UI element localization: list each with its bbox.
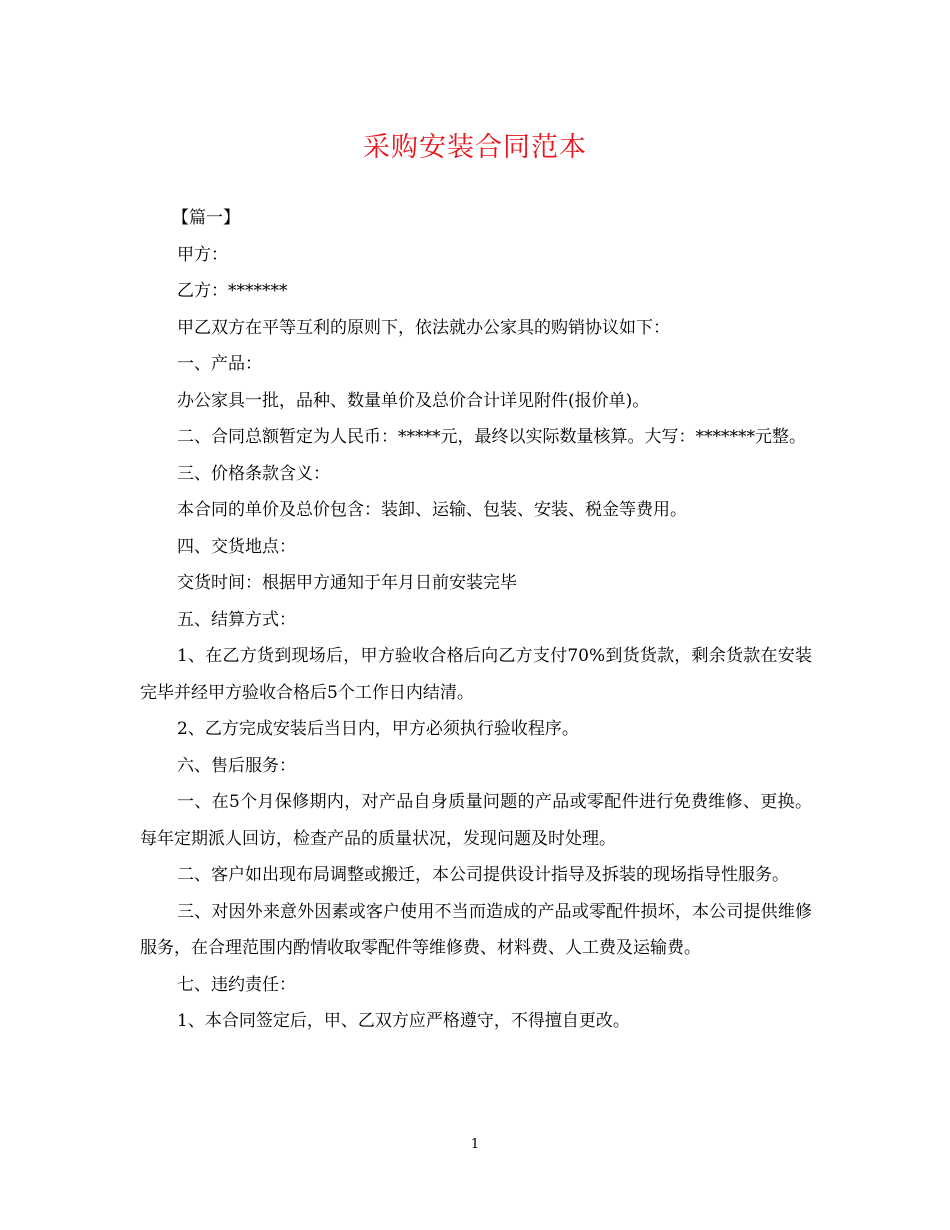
paragraph: 三、价格条款含义： [177,463,330,484]
paragraph: 交货时间：根据甲方通知于年月日前安装完毕 [177,573,517,593]
paragraph: 甲方： [177,244,228,265]
paragraph: 一、产品： [177,354,262,374]
paragraph: 一、在5个月保修期内，对产品自身质量问题的产品或零配件进行免费维修、更换。每年定期派人回访，检查产品的质量状况，发现问题及时处理。 [140,792,812,849]
paragraph: 甲乙双方在平等互利的原则下，依法就办公家具的购销协议如下： [177,317,670,338]
paragraph: 三、对因外来意外因素或客户使用不当而造成的产品或零配件损坏，本公司提供维修服务，在合理范围内酌情收取零配件等维修费、材料费、人工费及运输费。 [140,901,812,958]
section-label: 【篇一】 [172,208,240,228]
paragraph: 本合同的单价及总价包含：装卸、运输、包装、安装、税金等费用。 [177,500,687,520]
paragraph: 七、违约责任： [177,974,296,995]
paragraph: 四、交货地点： [177,536,296,557]
page-number: 1 [470,1137,480,1152]
paragraph: 1、本合同签定后，甲、乙双方应严格遵守，不得擅自更改。 [177,1011,630,1031]
paragraph: 五、结算方式： [177,609,296,630]
paragraph: 2、乙方完成安装后当日内，甲方必须执行验收程序。 [177,719,579,739]
paragraph: 办公家具一批，品种、数量单价及总价合计详见附件(报价单)。 [177,390,650,411]
document-title: 采购安装合同范本 [363,132,587,163]
paragraph: 二、客户如出现布局调整或搬迁，本公司提供设计指导及拆装的现场指导性服务。 [177,865,789,885]
paragraph: 二、合同总额暂定为人民币：*****元，最终以实际数量核算。大写：*******元整。 [177,427,806,447]
paragraph: 六、售后服务： [177,755,296,776]
document-body [140,200,812,1040]
paragraph: 乙方：******* [177,281,288,301]
paragraph: 1、在乙方货到现场后，甲方验收合格后向乙方支付70%到货货款，剩余货款在安装完毕并经甲方验收合格后5个工作日内结清。 [140,646,812,703]
